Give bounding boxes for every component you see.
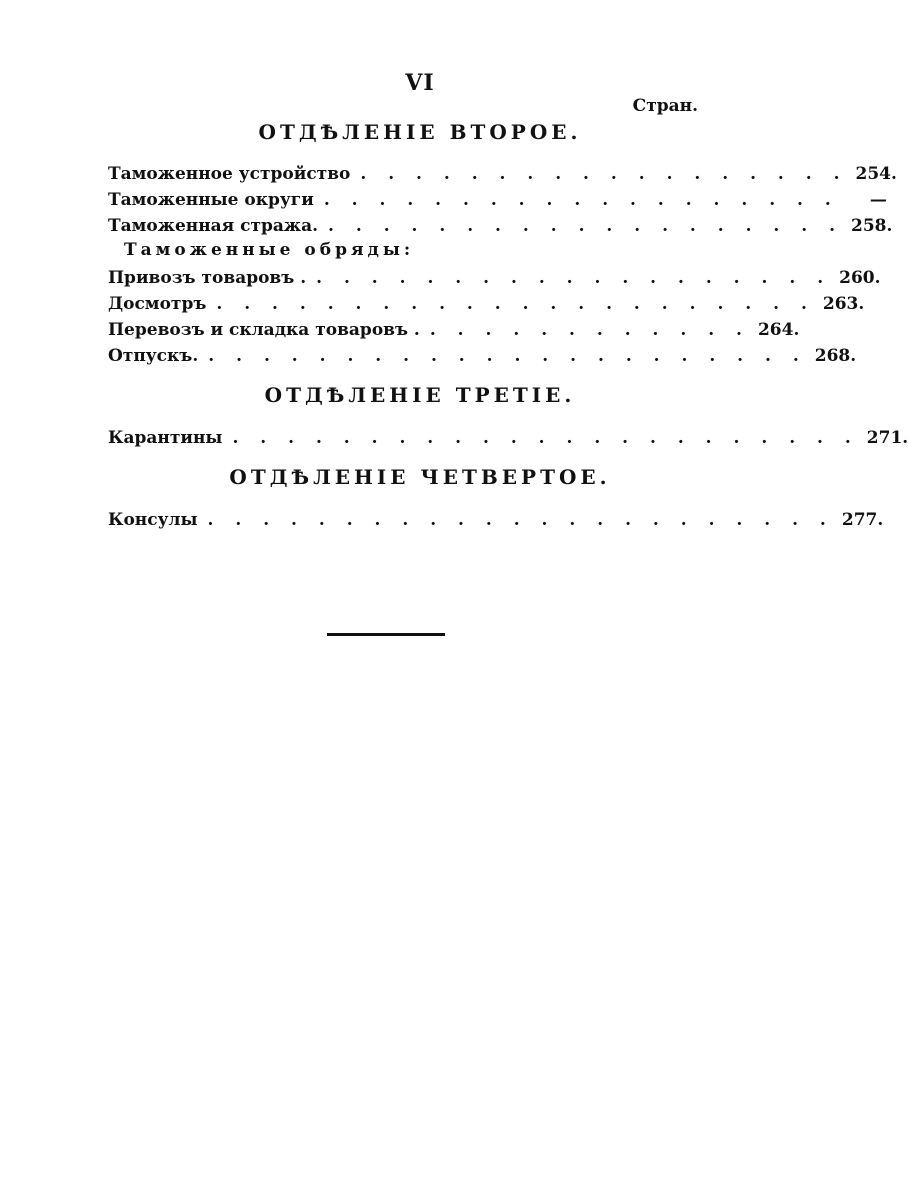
toc-entry-label: Привозъ товаровъ . (108, 268, 307, 288)
toc-entry-page: 260. (839, 268, 881, 288)
toc-entry (108, 160, 897, 184)
toc-entry-label: Таможенная стража. (108, 216, 319, 236)
toc-entry-page: 258. (851, 216, 893, 236)
toc-entry-label: Досмотръ (108, 294, 207, 314)
toc-entry-page: 277. (841, 510, 884, 530)
toc-entry-label: Таможенные округи (108, 190, 314, 210)
toc-entry (108, 264, 881, 288)
toc-entry-label: Перевозъ и складка товаровъ . (108, 320, 420, 340)
section-title-third: ОТДѢЛЕНІЕ ТРЕТІЕ. (264, 383, 576, 407)
toc-entry (108, 342, 857, 366)
toc-entry-leader: . . . . . . . . . . . . . . . . . . . (328, 216, 844, 236)
toc-entry-page: 271. (866, 428, 908, 448)
toc-entry-label: Карантины (108, 428, 223, 448)
toc-entry (108, 186, 887, 210)
toc-subheading: Таможенные обряды: (124, 240, 415, 260)
toc-entry-page: 264. (757, 320, 800, 340)
toc-entry-label: Отпускъ. (108, 346, 199, 366)
toc-entry (108, 316, 800, 340)
end-rule (327, 633, 445, 636)
toc-entry-leader: . . . . . . . . . . . . . . . . . . . . . . (208, 346, 807, 366)
page-folio: VI (405, 70, 435, 96)
toc-entry-leader: . . . . . . . . . . . . . . . . . . . . . . (216, 294, 815, 314)
page-column-heading: Стран. (632, 96, 698, 116)
toc-entry-page: — (869, 190, 887, 210)
toc-entry-leader: . . . . . . . . . . . . . . . . . . (360, 164, 848, 184)
toc-entry-page: 268. (814, 346, 857, 366)
toc-entry-label: Консулы (108, 510, 198, 530)
toc-entry-leader: . . . . . . . . . . . . (429, 320, 750, 340)
toc-entry-leader: . . . . . . . . . . . . . . . . . . . . . . . (232, 428, 859, 448)
toc-entry (108, 212, 893, 236)
section-title-second: ОТДѢЛЕНІЕ ВТОРОЕ. (258, 120, 582, 144)
toc-entry-page: 263. (822, 294, 865, 314)
toc-entry-page: 254. (855, 164, 897, 184)
section-title-fourth: ОТДѢЛЕНІЕ ЧЕТВЕРТОЕ. (229, 465, 611, 489)
toc-entry-leader: . . . . . . . . . . . . . . . . . . . (316, 268, 832, 288)
toc-entry (108, 290, 865, 314)
toc-entry-leader: . . . . . . . . . . . . . . . . . . . . . . . (207, 510, 834, 530)
toc-entry (108, 424, 908, 448)
toc-entry-label: Таможенное устройство (108, 164, 351, 184)
toc-entry (108, 506, 884, 530)
toc-entry-leader: . . . . . . . . . . . . . . . . . . . (323, 190, 839, 210)
